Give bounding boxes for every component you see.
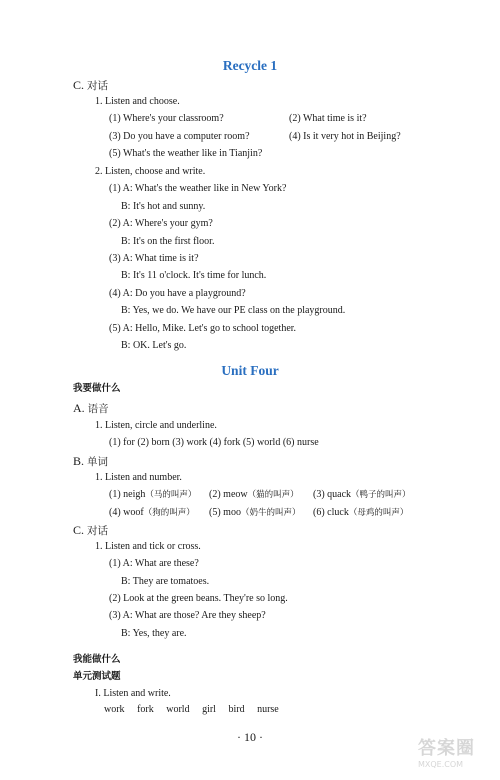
recycle-q2-line: (4) A: Do you have a playground? xyxy=(109,288,246,299)
b1-gloss: （狗的叫声） xyxy=(143,508,195,518)
section-letter: C. xyxy=(73,78,85,92)
recycle-q1-item: (4) Is it very hot in Beijing? xyxy=(289,131,401,142)
b1-word: (6) cluck xyxy=(313,507,349,518)
unit-section-a xyxy=(73,401,109,416)
recycle-title: Recycle 1 xyxy=(222,58,278,73)
unit-section-c xyxy=(73,523,108,538)
b1-item xyxy=(209,489,299,501)
test1-word-list xyxy=(104,704,289,716)
word-item: bird xyxy=(228,704,245,715)
watermark-url: MXQE.COM xyxy=(418,760,464,769)
can-do-heading: 我能做什么 xyxy=(73,654,121,665)
b1-item xyxy=(209,507,300,519)
word-item: world xyxy=(166,704,190,715)
recycle-q1-item: (1) Where's your classroom? xyxy=(109,113,224,124)
recycle-section-c xyxy=(73,78,108,93)
recycle-q2-line: (5) A: Hello, Mike. Let's go to school together. xyxy=(109,323,297,334)
section-letter: A. xyxy=(73,401,85,415)
recycle-q2-line: B: OK. Let's go. xyxy=(121,340,187,351)
word-item: girl xyxy=(202,704,216,715)
recycle-q2-line: B: It's hot and sunny. xyxy=(121,201,206,212)
c1-line: B: Yes, they are. xyxy=(121,628,187,639)
section-label: 语音 xyxy=(87,403,109,415)
b1-gloss: （奶牛的叫声） xyxy=(240,508,301,518)
b1-gloss: （母鸡的叫声） xyxy=(348,508,409,518)
a1-words: (1) for (2) born (3) work (4) fork (5) world (6) nurse xyxy=(109,437,319,448)
unit-title: Unit Four xyxy=(221,363,279,378)
recycle-q2-line: (2) A: Where's your gym? xyxy=(109,218,213,229)
b1-gloss: （鸭子的叫声） xyxy=(351,490,411,500)
recycle-q1-item: (2) What time is it? xyxy=(289,113,367,124)
section-label: 对话 xyxy=(87,80,109,92)
recycle-q2-line: B: It's on the first floor. xyxy=(121,236,215,247)
b1-word: (1) neigh xyxy=(109,489,146,500)
section-letter: C. xyxy=(73,523,85,537)
b1-gloss: （猫的叫声） xyxy=(247,490,299,500)
recycle-q2-line: B: It's 11 o'clock. It's time for lunch. xyxy=(121,270,267,281)
section-letter: B. xyxy=(73,454,85,468)
section-label: 单词 xyxy=(87,456,109,468)
page-number: · 10 · xyxy=(237,730,263,744)
unit-test-heading: 单元测试题 xyxy=(73,671,121,682)
watermark-text: 答案圈 xyxy=(418,738,475,759)
b1-word: (5) moo xyxy=(209,507,241,518)
b1-item xyxy=(109,507,195,519)
watermark-logo xyxy=(418,738,496,778)
recycle-q2-line: (1) A: What's the weather like in New York? xyxy=(109,183,287,194)
test1-heading: I. Listen and write. xyxy=(95,688,171,699)
c1-line: (1) A: What are these? xyxy=(109,558,199,569)
recycle-q2-line: B: Yes, we do. We have our PE class on the playground. xyxy=(121,305,346,316)
what-to-do-heading: 我要做什么 xyxy=(73,383,121,394)
unit-section-b xyxy=(73,454,108,469)
b1-gloss: （马的叫声） xyxy=(145,490,197,500)
word-item: work xyxy=(104,704,125,715)
b1-word: (4) woof xyxy=(109,507,144,518)
b1-word: (3) quack xyxy=(313,489,352,500)
b1-heading: 1. Listen and number. xyxy=(95,472,182,483)
c1-heading: 1. Listen and tick or cross. xyxy=(95,541,201,552)
recycle-q1-item: (5) What's the weather like in Tianjin? xyxy=(109,148,263,159)
recycle-q1-heading: 1. Listen and choose. xyxy=(95,96,180,107)
recycle-q1-item: (3) Do you have a computer room? xyxy=(109,131,250,142)
b1-item xyxy=(109,489,196,501)
b1-item xyxy=(313,507,408,519)
recycle-q2-line: (3) A: What time is it? xyxy=(109,253,199,264)
a1-heading: 1. Listen, circle and underline. xyxy=(95,420,217,431)
c1-line: B: They are tomatoes. xyxy=(121,576,210,587)
c1-line: (2) Look at the green beans. They're so long. xyxy=(109,593,288,604)
word-item: fork xyxy=(137,704,154,715)
section-label: 对话 xyxy=(87,525,109,537)
c1-line: (3) A: What are those? Are they sheep? xyxy=(109,610,266,621)
recycle-q2-heading: 2. Listen, choose and write. xyxy=(95,166,206,177)
word-item: nurse xyxy=(257,704,279,715)
b1-item xyxy=(313,489,411,501)
b1-word: (2) meow xyxy=(209,489,248,500)
